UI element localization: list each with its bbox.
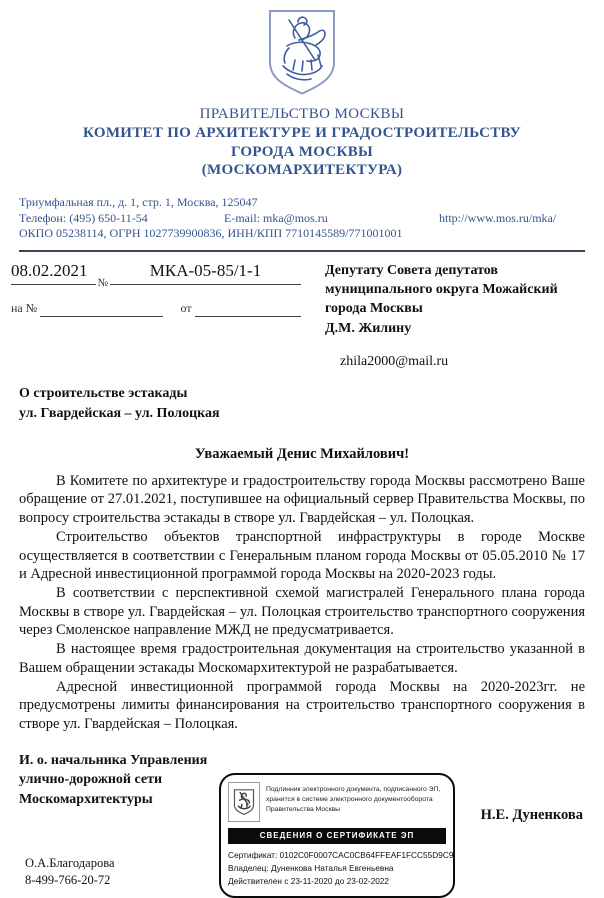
- signer-position-line: Москомархитектуры: [19, 791, 153, 807]
- body-paragraph: Строительство объектов транспортной инфраструктуры в городе Москве осуществляется в соответствии с Генеральным планом города Москвы от 05.05.2010 № 17 и Адресной инвестиционной программой города Москвы на 2020-2023 годы.: [19, 528, 585, 583]
- body-paragraph: В настоящее время градостроительная документация на строительство указанной в Вашем обращении эстакады Москомархитектурой не разрабатывается.: [19, 641, 585, 676]
- incoming-date-label: от: [180, 300, 192, 315]
- salutation: Уважаемый Денис Михайлович!: [194, 445, 410, 462]
- org-phone: Телефон: (495) 650-11-54: [19, 210, 148, 225]
- incoming-date-blank: [195, 304, 301, 317]
- stamp-certificate-details: [228, 849, 454, 889]
- stamp-certificate-owner: Владелец: Дуненкова Наталья Евгеньевна: [228, 862, 394, 873]
- letter-number: МКА-05-85/1-1: [110, 261, 301, 285]
- signer-name: Н.Е. Дуненкова: [480, 806, 583, 823]
- reference-block: [11, 261, 301, 370]
- org-name-line2: ГОРОДА МОСКВЫ: [230, 143, 374, 160]
- executor-block: [19, 855, 217, 888]
- recipient-line: Депутату Совета депутатов: [325, 262, 498, 278]
- moscow-coat-of-arms-icon: [265, 8, 339, 96]
- stamp-certificate-validity: Действителен с 23-11-2020 до 23-02-2022: [228, 876, 390, 887]
- incoming-number-blank: [40, 304, 162, 317]
- letter-subject: [19, 384, 585, 424]
- recipient-line: муниципального округа Можайский: [325, 282, 558, 298]
- subject-line1: О строительстве эстакады: [19, 386, 188, 402]
- body-paragraph: Адресной инвестиционной программой города Москвы на 2020-2023гг. не предусмотрены лимиты финансирования на строительство транспортного сооружения в створе ул. Гвардейская – Полоцкая.: [19, 678, 585, 732]
- letterhead-emblem: [19, 0, 585, 101]
- executor-name: О.А.Благодарова: [25, 856, 115, 871]
- org-registration-codes: ОКПО 05238114, ОГРН 1027739900836, ИНН/КПП 7710145589/771001001: [19, 226, 403, 241]
- stamp-certificate-bar: СВЕДЕНИЯ О СЕРТИФИКАТЕ ЭП: [228, 828, 446, 844]
- letterhead-divider: [19, 250, 585, 252]
- org-address: Триумфальная пл., д. 1, стр. 1, Москва, 125047: [19, 195, 258, 209]
- electronic-signature-stamp: [219, 773, 455, 898]
- body-paragraph: В Комитете по архитектуре и градостроительству города Москвы рассмотрено Ваше обращение от 27.01.2021, поступившее на официальный сервер Правительства Москвы, по вопросу строительства эстакады в створе ул. Гвардейская – ул. Полоцкая.: [19, 472, 585, 527]
- letterhead-contacts: [19, 195, 585, 242]
- org-email: E-mail: mka@mos.ru: [224, 210, 328, 225]
- signer-position-line: улично-дорожной сети: [19, 772, 163, 788]
- org-name-line1: КОМИТЕТ ПО АРХИТЕКТУРЕ И ГРАДОСТРОИТЕЛЬСТВУ: [83, 124, 521, 141]
- stamp-header-line: Правительства Москвы: [266, 806, 341, 813]
- stamp-certificate-number: Сертификат: 0102C0F0007CAC0CB64FFEAF1FCC55D9C9: [228, 849, 454, 860]
- recipient-block: [325, 261, 585, 370]
- org-website: http://www.mos.ru/mka/: [439, 210, 557, 225]
- recipient-line: города Москвы: [325, 301, 423, 317]
- number-sign-label: №: [97, 276, 108, 289]
- signer-position: [19, 751, 217, 810]
- stamp-header-line: Подлинник электронного документа, подписанного ЭП,: [266, 785, 441, 793]
- stamp-coat-of-arms-icon: [233, 788, 255, 816]
- org-parent-name: ПРАВИТЕЛЬСТВО МОСКВЫ: [199, 106, 405, 122]
- recipient-line: Д.М. Жилину: [325, 320, 412, 336]
- body-paragraph: В соответствии с перспективной схемой магистралей Генерального плана города Москвы в створе ул. Гвардейская – ул. Полоцкая строительство транспортного сооружения через Смоленское направление МЖД не предусматривается.: [19, 585, 585, 639]
- stamp-header-text: [266, 782, 440, 816]
- signature-section: [19, 751, 585, 898]
- signer-position-line: И. о. начальника Управления: [19, 752, 208, 768]
- subject-line2: ул. Гвардейская – ул. Полоцкая: [19, 405, 220, 421]
- incoming-number-label: на №: [11, 300, 38, 315]
- letter-body: [19, 472, 585, 734]
- stamp-emblem-frame: [228, 782, 260, 822]
- recipient-email: zhila2000@mail.ru: [340, 354, 449, 370]
- executor-phone: 8-499-766-20-72: [25, 872, 111, 887]
- stamp-header-line: хранится в системе электронного документооборота: [266, 795, 433, 803]
- letterhead-org-header: [19, 105, 585, 180]
- org-short-name: (МОСКОМАРХИТЕКТУРА): [201, 162, 403, 179]
- letter-date: 08.02.2021: [11, 261, 96, 285]
